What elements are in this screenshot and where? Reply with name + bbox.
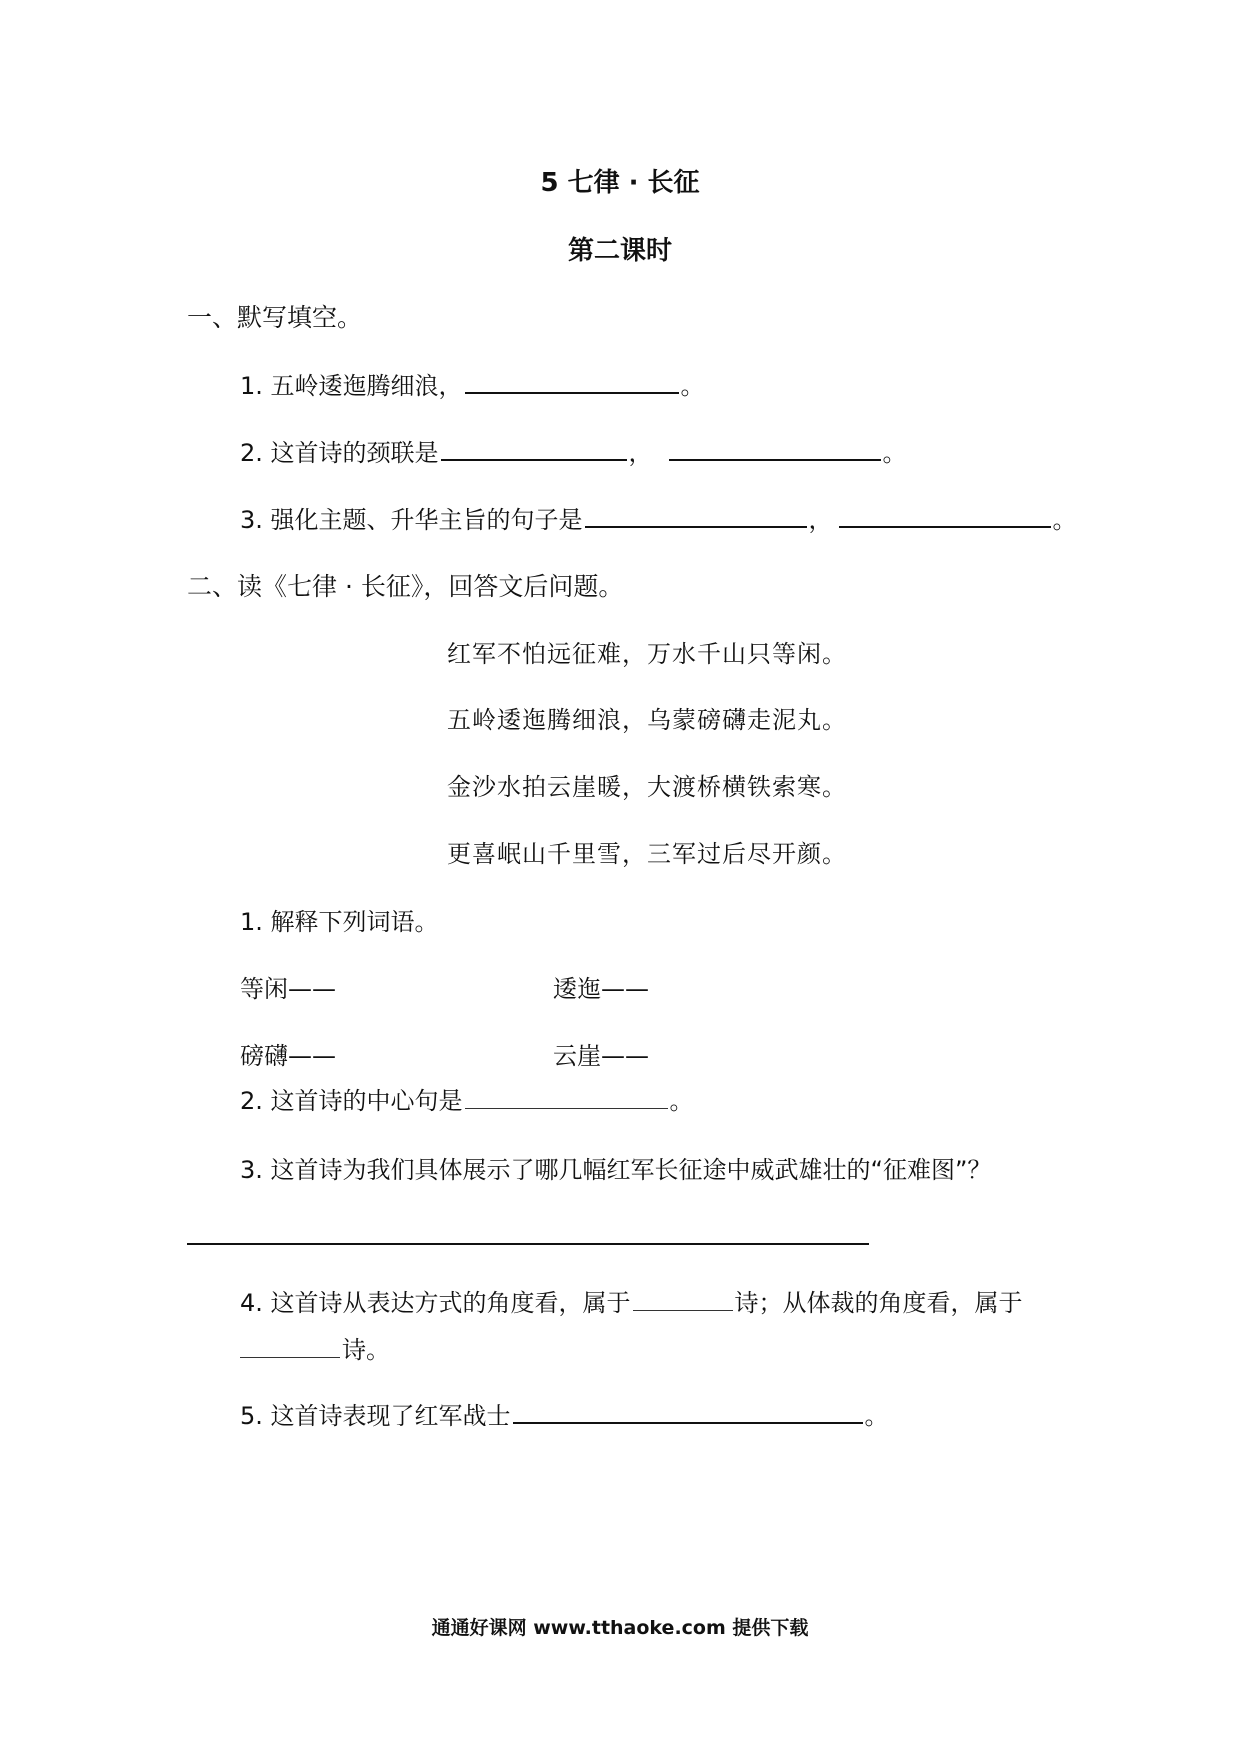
s1-question-3 [240,500,1077,535]
s2-q2-text: 2. 这首诗的中心句是 [240,1087,463,1115]
s1-q3-sep: ， [808,506,833,534]
s1-q3-blank-2[interactable] [839,502,1051,528]
s2-q5-end: 。 [864,1402,889,1430]
poem-line-1: 红军不怕远征难，万水千山只等闲。 [447,640,847,668]
worksheet-title: 5 七律 · 长征 [540,168,700,198]
s2-q4-mid: 诗；从体裁的角度看，属于 [734,1289,1023,1317]
s1-q1-end: 。 [680,372,705,400]
s2-q4-text: 4. 这首诗从表达方式的角度看，属于 [240,1289,631,1317]
s1-q2-sep: ， [628,439,653,467]
s1-q2-blank-1[interactable] [441,435,627,461]
s1-question-2 [240,433,907,468]
poem-line-2: 五岭逶迤腾细浪，乌蒙磅礴走泥丸。 [447,706,847,734]
s1-q3-blank-1[interactable] [585,502,807,528]
s2-q5-blank[interactable] [513,1398,863,1424]
section2-heading: 二、读《七律 · 长征》，回答文后问题。 [187,572,624,601]
term-yunya: 云崖—— [553,1042,649,1070]
s2-question-3: 3. 这首诗为我们具体展示了哪几幅红军长征途中威武雄壮的“征难图”？ [240,1156,992,1184]
s2-question-1: 1. 解释下列词语。 [240,908,439,936]
footer-credit: 通通好课网 www.tthaoke.com 提供下载 [431,1617,809,1639]
s2-q3-answer-line[interactable] [187,1243,869,1245]
s1-q1-text: 1. 五岭逶迤腾细浪， [240,372,463,400]
s2-question-2 [240,1081,694,1116]
s1-question-1 [240,366,705,401]
s2-question-5 [240,1396,889,1431]
lesson-subtitle: 第二课时 [567,236,672,266]
s2-q2-blank[interactable] [465,1084,668,1109]
term-dengxian: 等闲—— [240,975,336,1003]
s1-q2-end: 。 [882,439,907,467]
s1-q2-text: 2. 这首诗的颈联是 [240,439,439,467]
s2-q4-blank-1[interactable] [633,1286,733,1311]
term-weiyi: 逶迤—— [553,975,649,1003]
s2-q4-blank-2[interactable] [240,1333,340,1358]
s1-q1-blank[interactable] [465,368,679,394]
s1-q3-text: 3. 强化主题、升华主旨的句子是 [240,506,583,534]
s2-q4-end: 诗。 [342,1336,390,1364]
s2-question-4 [240,1283,1023,1318]
section1-heading: 一、默写填空。 [187,303,363,332]
s2-question-4-cont [240,1330,390,1365]
term-pangbo: 磅礴—— [240,1042,336,1070]
poem-line-3: 金沙水拍云崖暖，大渡桥横铁索寒。 [447,773,847,801]
poem-line-4: 更喜岷山千里雪，三军过后尽开颜。 [447,840,847,868]
s1-q3-end: 。 [1052,506,1077,534]
s2-q5-text: 5. 这首诗表现了红军战士 [240,1402,511,1430]
s1-q2-blank-2[interactable] [669,435,881,461]
s2-q2-end: 。 [669,1087,694,1115]
